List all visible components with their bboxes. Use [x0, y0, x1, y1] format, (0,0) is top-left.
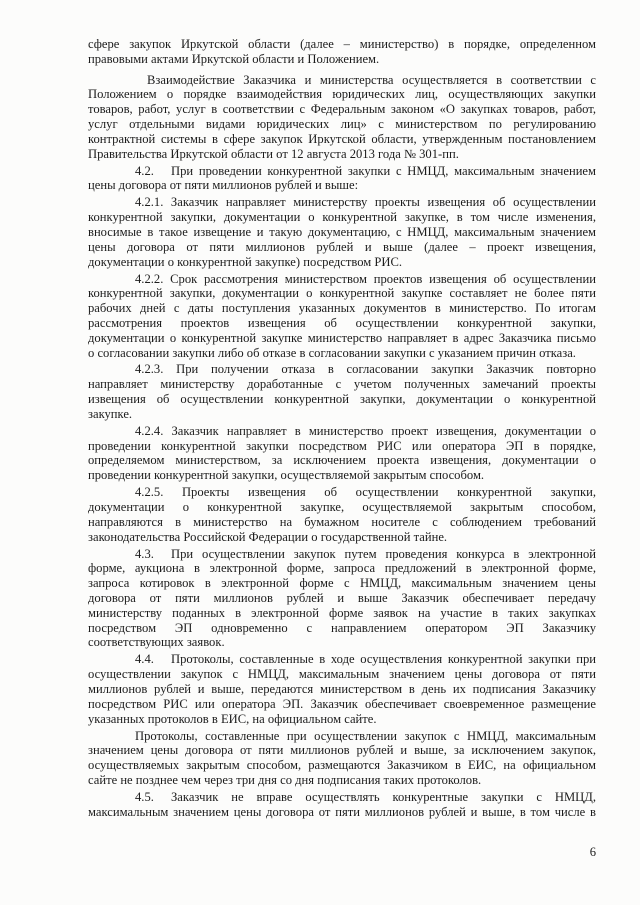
document-body	[88, 37, 596, 820]
text-line: 4.2.5. Проекты извещения об осуществлении конкурентной закупки,	[135, 485, 596, 500]
clause-text: Протоколы, составленные в ходе осуществления конкурентной закупки при	[171, 652, 596, 667]
clause-text: При осуществлении закупок путем проведения конкурса в электронной	[171, 546, 596, 561]
paragraph	[88, 547, 596, 651]
clause-number: 4.2.	[135, 163, 154, 178]
text-line	[88, 547, 596, 562]
text-line: 4.2.1. Заказчик направляет министерству проекты извещения об осуществлении	[135, 195, 596, 210]
paragraph	[88, 790, 596, 820]
text-line: о согласовании закупки либо об отказе в согласовании закупки с указанием причин отказа.	[88, 345, 576, 360]
text-line: сайте не позднее чем через три дня со дня подписания таких протоколов.	[88, 772, 482, 787]
text-line: министерству поданных в электронной форме заявок на участие в таких закупках	[88, 605, 596, 620]
text-line: осуществляемых закрытым способом, размещаются Заказчиком в ЕИС, на официальном	[88, 758, 596, 773]
text-line: контрактной системы в сфере закупок Иркутской области, утвержденным постановлением	[88, 131, 596, 146]
text-line: документации о конкурентной закупке) посредством РИС.	[88, 254, 403, 269]
text-line: миллионов рублей и выше, передаются министерством в день их подписания Заказчику	[88, 681, 596, 696]
text-line: запроса котировок в электронной форме с НМЦД, максимальным значением цены	[88, 576, 596, 591]
text-line: сфере закупок Иркутской области (далее – министерство) в порядке, определенном	[88, 37, 596, 51]
text-line: рабочих дней с даты поступления указанных документов в министерство. По итогам	[88, 301, 596, 316]
clause-number: 4.3.	[135, 546, 154, 561]
text-line: посредством РИС или оператора ЭП. Заказчик обеспечивает своевременное размещение	[88, 696, 596, 711]
text-line: посредством ЭП одновременно с направлением оператором ЭП Заказчику	[88, 620, 596, 635]
paragraph	[88, 195, 596, 269]
text-line: вносимые в такое извещение и такую документацию, с НМЦД, максимальным значением	[88, 224, 596, 239]
text-line: рассмотрения проектов извещения об осуществлении конкурентной закупки,	[88, 315, 596, 330]
paragraph	[88, 424, 596, 483]
text-line	[88, 790, 596, 805]
text-line: документации о конкурентной закупке, осуществляемой закрытым способом,	[88, 500, 596, 515]
text-line: правовыми актами Иркутской области и Положением.	[88, 51, 380, 66]
paragraph	[88, 485, 596, 544]
text-line: законодательства Российской Федерации о государственной тайне.	[88, 529, 448, 544]
text-line: цены договора от пяти миллионов рублей и выше:	[88, 178, 359, 193]
text-line: значением цены договора от пяти миллионов рублей и выше, за исключением закупок,	[88, 743, 596, 758]
text-line: товаров, работ, услуг в соответствии с Федеральным законом «О закупках товаров, работ,	[88, 102, 596, 117]
text-line: договора от пяти миллионов рублей и выше Заказчик обеспечивает передачу	[88, 591, 596, 605]
paragraph	[88, 73, 596, 162]
text-line: Взаимодействие Заказчика и министерства осуществляется в соответствии с	[147, 72, 596, 87]
paragraph	[88, 272, 596, 361]
paragraph	[88, 729, 596, 788]
text-line: услуг отдельными видами юридических лиц» с министерством по регулированию	[88, 116, 596, 131]
text-line: 4.2.3. При получении отказа в согласовании закупки Заказчик повторно	[135, 362, 596, 377]
clause-text: При проведении конкурентной закупки с НМЦД, максимальным значением	[171, 163, 596, 178]
text-line: Правительства Иркутской области от 12 августа 2013 года № 301-пп.	[88, 146, 459, 161]
page-number: 6	[589, 845, 596, 859]
text-line: 4.2.4. Заказчик направляет в министерство проект извещения, документации о	[135, 423, 596, 438]
paragraph	[88, 362, 596, 421]
text-line: Положением о порядке взаимодействия юридических лиц, осуществляющих закупки	[88, 87, 596, 102]
text-line: форме, аукциона в электронной форме, запроса предложений в электронной форме,	[88, 561, 596, 576]
text-line: определяемом министерством, за исключением проекта извещения, документации о	[88, 453, 596, 468]
paragraph	[88, 164, 596, 194]
text-line	[88, 164, 596, 179]
text-line: максимальным значением цены договора от пяти миллионов рублей и выше, в том числе в	[88, 804, 596, 819]
text-line: указанных протоколов в ЕИС, на официальном сайте.	[88, 711, 377, 726]
clause-number: 4.5.	[135, 789, 154, 804]
text-line: осуществлении закупок с НМЦД, максимальным значением цены договора от пяти	[88, 667, 596, 682]
text-line: конкурентной закупки, документации о конкурентной закупке, в том числе изменения,	[88, 210, 596, 225]
text-line	[88, 652, 596, 667]
paragraph	[88, 652, 596, 726]
text-line: Протоколы, составленные при осуществлении закупок с НМЦД, максимальным	[135, 728, 596, 743]
text-line: проведении конкурентной закупки, осуществляемой закрытым способом.	[88, 468, 485, 483]
text-line: 4.2.2. Срок рассмотрения министерством проектов извещения об осуществлении	[135, 271, 596, 286]
clause-text: Заказчик не вправе осуществлять конкурентные закупки с НМЦД,	[171, 789, 596, 804]
text-line: извещения об осуществлении конкурентной закупки, документации о конкурентной	[88, 392, 596, 407]
text-line: закупке.	[88, 406, 133, 421]
text-line: цены договора от пяти миллионов рублей и выше (далее – проект извещения,	[88, 239, 596, 254]
text-line: конкурентной закупки, документации о конкурентной закупке составляет не более пяти	[88, 286, 596, 301]
text-line: документации о конкурентной закупке министерство направляет в адрес Заказчика письмо	[88, 330, 596, 345]
text-line: соответствующих заявок.	[88, 635, 225, 650]
text-line: проведении конкурентной закупки посредством РИС или оператора ЭП в порядке,	[88, 438, 596, 453]
text-line: направляются в министерство на бумажном носителе с соблюдением требований	[88, 514, 596, 529]
text-line: направляет министерству доработанные с учетом полученных замечаний проекты	[88, 377, 596, 392]
clause-number: 4.4.	[135, 652, 154, 667]
paragraph	[88, 37, 596, 67]
